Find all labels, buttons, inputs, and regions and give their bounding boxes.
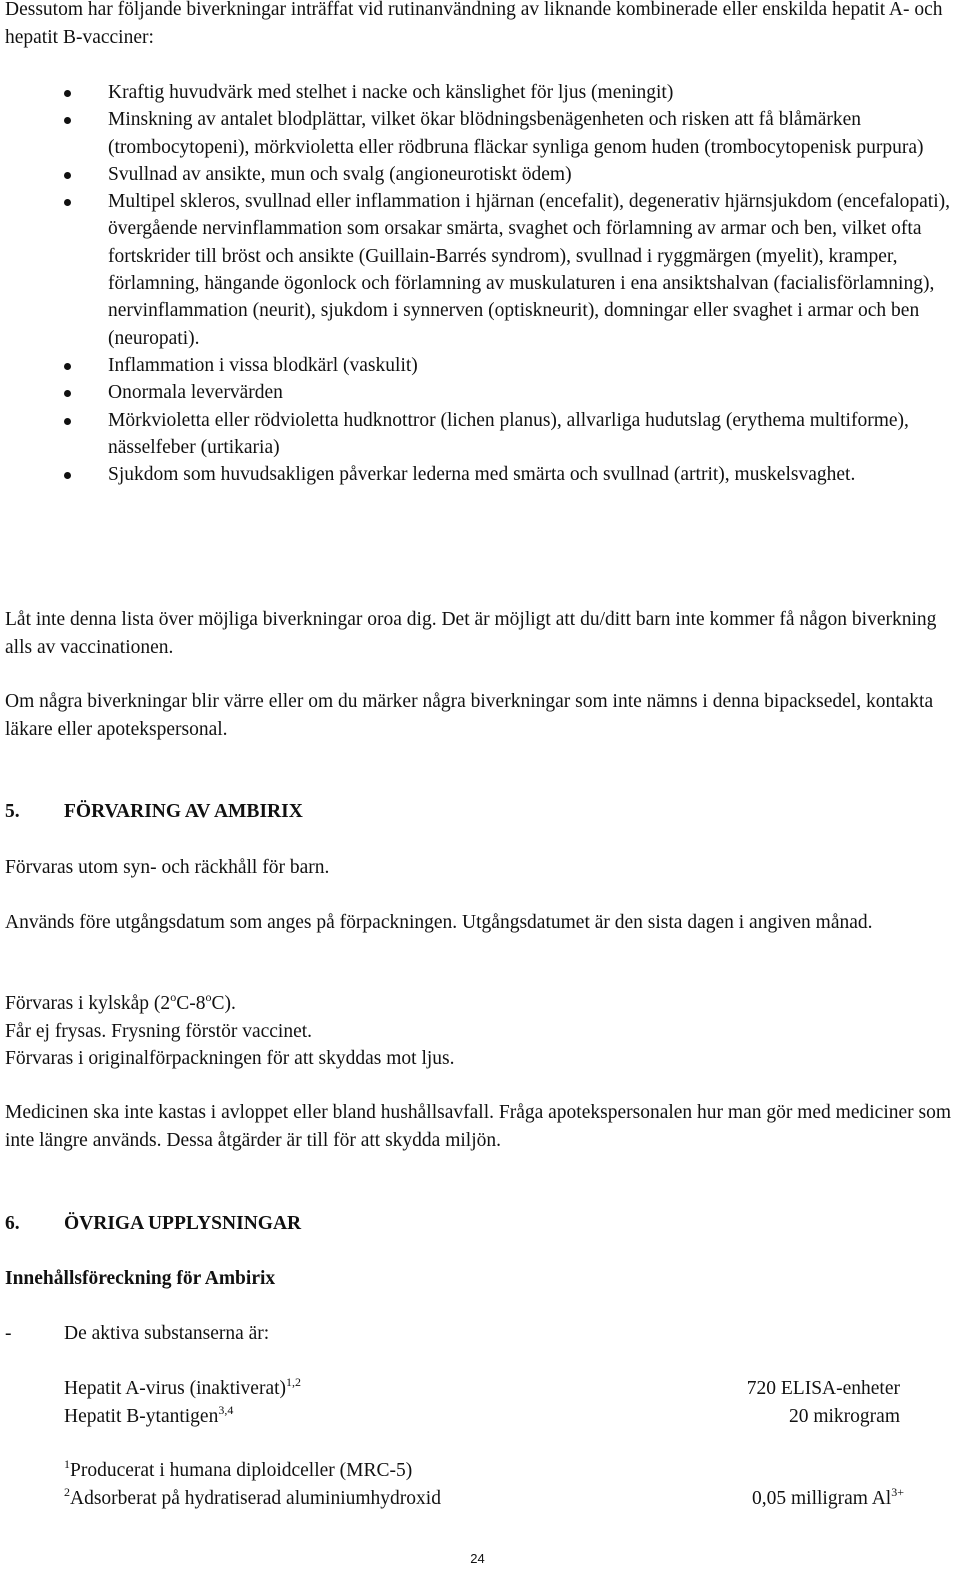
adjuvant-amount: 0,05 milligram $Al^{3+}$ xyxy=(752,1485,904,1509)
section-5-heading xyxy=(5,798,303,825)
list-item: Inflammation i vissa blodkärl (vaskulit) xyxy=(5,352,955,379)
footnote-1: $^1$Producerat i humana diploidceller (MRC-5) xyxy=(64,1457,413,1481)
contact-note: Om några biverkningar blir värre eller om du märker några biverkningar som inte nämns i denna bipacksedel, kontakta läkare eller apotekspersonal. xyxy=(5,691,934,740)
bullet-icon xyxy=(64,172,71,179)
intro-paragraph: Dessutom har följande biverkningar inträffat vid rutinanvändning av liknande kombinerade eller enskilda hepatit A- och hepatit B-vacciner: xyxy=(5,0,943,48)
list-item: Mörkvioletta eller rödvioletta hudknottror (lichen planus), allvarliga hudutslag (erythema multiforme), nässelfeber (urtikaria) xyxy=(5,407,955,462)
freeze-warning: Får ej frysas. Frysning förstör vaccinet. xyxy=(5,1021,313,1042)
ingredient-name: Hepatit A-virus (inaktiverat)$^{1,2}$ xyxy=(64,1375,302,1399)
section-title: FÖRVARING AV AMBIRIX xyxy=(64,801,303,822)
storage-temperature: Förvaras i kylskåp (2$^o$C-8$^o$C). xyxy=(5,990,236,1014)
contents-subtitle: Innehållsföreckning för Ambirix xyxy=(5,1268,276,1289)
list-item: Kraftig huvudvärk med stelhet i nacke och känslighet för ljus (meningit) xyxy=(5,79,955,106)
table-row xyxy=(64,1375,900,1403)
list-item: Sjukdom som huvudsakligen påverkar lederna med smärta och svullnad (artrit), muskelsvaghet. xyxy=(5,461,955,488)
bullet-icon xyxy=(64,90,71,97)
ingredient-amount: 720 ELISA-enheter xyxy=(746,1378,900,1399)
list-item: Onormala levervärden xyxy=(5,379,955,406)
section-6-heading xyxy=(5,1210,301,1237)
bullet-icon xyxy=(64,418,71,425)
disposal-note: Medicinen ska inte kastas i avloppet eller bland hushållsavfall. Fråga apotekspersonalen hur man gör med mediciner som inte längre används. Dessa åtgärder är till för att skydda miljön. xyxy=(5,1102,952,1151)
bullet-icon xyxy=(64,390,71,397)
ingredient-name: Hepatit B-ytantigen$^{3,4}$ xyxy=(64,1403,234,1427)
table-row xyxy=(64,1403,900,1431)
light-protection: Förvaras i originalförpackningen för att skyddas mot ljus. xyxy=(5,1048,455,1069)
section-number: 6. xyxy=(5,1213,20,1234)
footnotes xyxy=(64,1457,904,1513)
list-item: Multipel skleros, svullnad eller inflammation i hjärnan (encefalit), degenerativ hjärnsjukdom (encefalopati), övergående nervinflammation som orsakar smärta, svaghet och förlamning av armar och ben, vilket ofta fortskrider till bröst och ansikte (Guillain-Barrés syndrom), svullnad i ryggmärgen (myelit), kramper, förlamning, hängande ögonlock och förlamning av muskulaturen i ena ansiktshalvan (facialisförlamning), nervinflammation (neurit), sjukdom i synnerven (optiskneurit), domningar eller svaghet i armar och ben (neuropati). xyxy=(5,188,955,352)
worry-note: Låt inte denna lista över möjliga biverkningar oroa dig. Det är möjligt att du/ditt barn inte kommer få någon biverkning alls av vaccinationen. xyxy=(5,609,937,658)
section-title: ÖVRIGA UPPLYSNINGAR xyxy=(64,1213,302,1234)
list-item: Minskning av antalet blodplättar, vilket ökar blödningsbenägenheten och risken att få blåmärken (trombocytopeni), mörkvioletta eller rödbruna fläckar synliga genom huden (trombocytopenisk purpura) xyxy=(5,106,955,161)
storage-children: Förvaras utom syn- och räckhåll för barn. xyxy=(5,857,330,878)
side-effects-list xyxy=(5,79,955,488)
section-number: 5. xyxy=(5,801,20,822)
bullet-icon xyxy=(64,363,71,370)
bullet-icon xyxy=(64,472,71,479)
footnote-2: $^2$Adsorberat på hydratiserad aluminiumhydroxid 0,05 milligram $Al^{3+}$ xyxy=(64,1485,900,1513)
active-substances-label: - De aktiva substanserna är: xyxy=(5,1323,270,1344)
expiry-note: Används före utgångsdatum som anges på förpackningen. Utgångsdatumet är den sista dagen i angiven månad. xyxy=(5,912,873,933)
bullet-icon xyxy=(64,117,71,124)
ingredient-amount: 20 mikrogram xyxy=(788,1406,900,1427)
ingredient-table xyxy=(64,1375,900,1431)
page-number: 24 xyxy=(470,1551,485,1566)
list-item: Svullnad av ansikte, mun och svalg (angioneurotiskt ödem) xyxy=(5,161,955,188)
bullet-icon xyxy=(64,199,71,206)
